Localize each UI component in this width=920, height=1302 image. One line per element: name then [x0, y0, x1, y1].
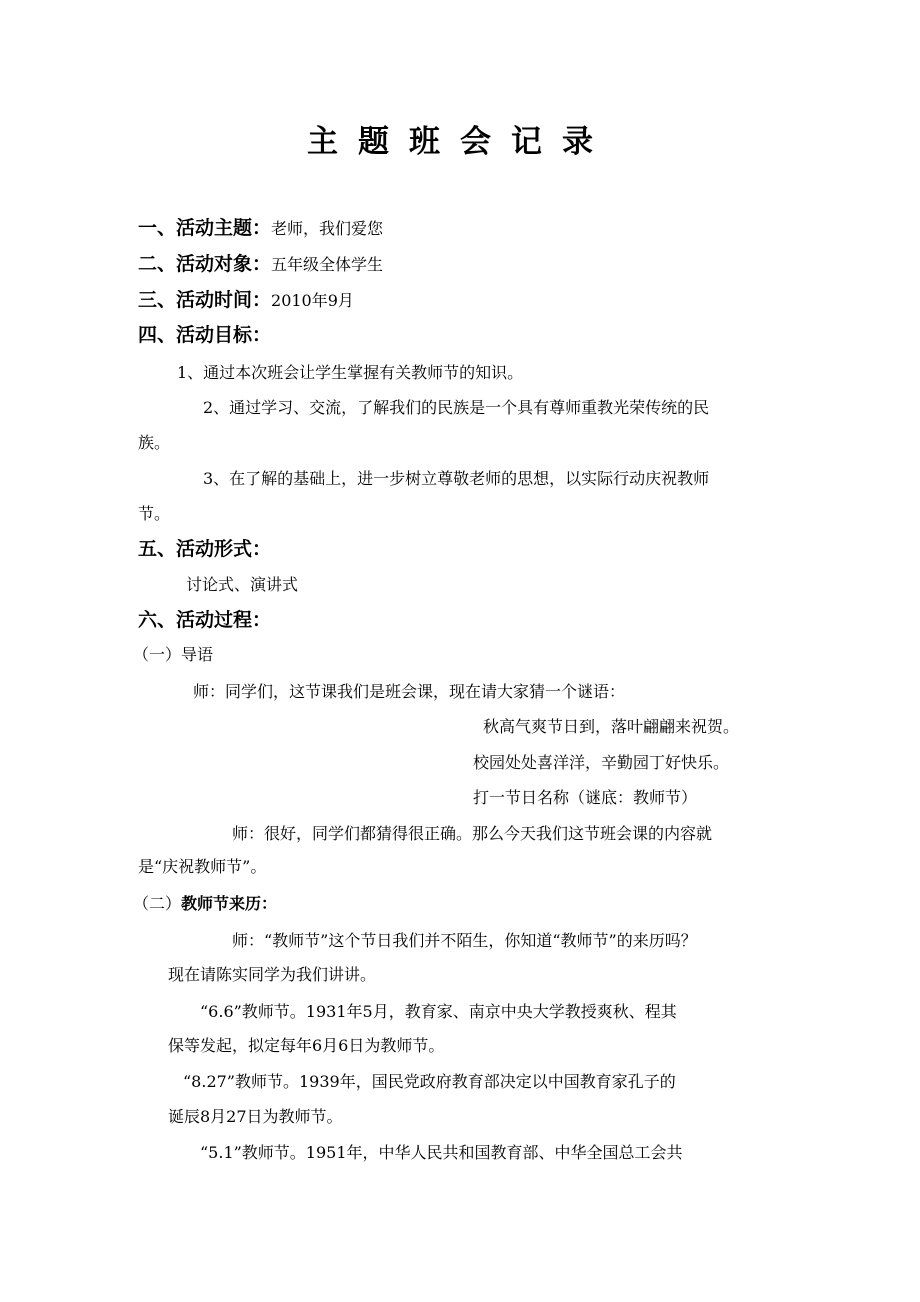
theme-label: 一、活动主题： [138, 217, 272, 239]
history-line: “6.6”教师节。1931年5月，教育家、南京中央大学教授爽秋、程其 [200, 1002, 677, 1021]
form-heading: 五、活动形式： [138, 538, 272, 560]
target-line [138, 253, 383, 276]
history-heading-text: 教师节来历： [181, 894, 278, 913]
target-label: 二、活动对象： [138, 253, 272, 275]
riddle-line: 打一节日名称（谜底：教师节） [473, 788, 698, 807]
intro-line: 师：同学们，这节课我们是班会课，现在请大家猜一个谜语： [193, 682, 626, 701]
target-value: 五年级全体学生 [271, 255, 384, 274]
time-value: 2010年9月 [271, 291, 354, 310]
goal-item-cont: 族。 [138, 433, 171, 452]
history-line: 现在请陈实同学为我们讲讲。 [168, 965, 377, 984]
page-title: 主题班会记录 [307, 124, 613, 160]
intro-line: 是“庆祝教师节”。 [138, 857, 267, 876]
history-line: “5.1”教师节。1951年，中华人民共和国教育部、中华全国总工会共 [200, 1143, 683, 1162]
history-line: “8.27”教师节。1939年，国民党政府教育部决定以中国教育家孔子的 [183, 1072, 676, 1091]
history-line: 诞辰8月27日为教师节。 [168, 1107, 343, 1126]
history-heading-prefix: （二） [133, 894, 182, 913]
time-label: 三、活动时间： [138, 289, 272, 311]
history-heading [133, 893, 277, 915]
history-line: 师：“教师节”这个节日我们并不陌生，你知道“教师节”的来历吗？ [232, 931, 697, 950]
goal-item: 1、通过本次班会让学生掌握有关教师节的知识。 [177, 363, 524, 382]
goal-item-cont: 节。 [138, 504, 171, 523]
goal-item: 3、在了解的基础上，进一步树立尊敬老师的思想，以实际行动庆祝教师 [203, 469, 710, 488]
intro-line: 师：很好，同学们都猜得很正确。那么今天我们这节班会课的内容就 [232, 824, 713, 843]
theme-line [138, 217, 383, 240]
riddle-line: 秋高气爽节日到，落叶翩翩来祝贺。 [483, 717, 740, 736]
process-heading: 六、活动过程： [138, 609, 272, 631]
form-value: 讨论式、演讲式 [186, 575, 299, 594]
time-line [138, 289, 354, 312]
theme-value: 老师，我们爱您 [271, 219, 384, 238]
intro-heading: （一）导语 [133, 645, 214, 664]
goals-heading: 四、活动目标： [138, 324, 272, 346]
riddle-line: 校园处处喜洋洋，辛勤园丁好快乐。 [473, 753, 730, 772]
history-line: 保等发起，拟定每年6月6日为教师节。 [168, 1036, 445, 1055]
goal-item: 2、通过学习、交流，了解我们的民族是一个具有尊师重教光荣传统的民 [203, 398, 710, 417]
